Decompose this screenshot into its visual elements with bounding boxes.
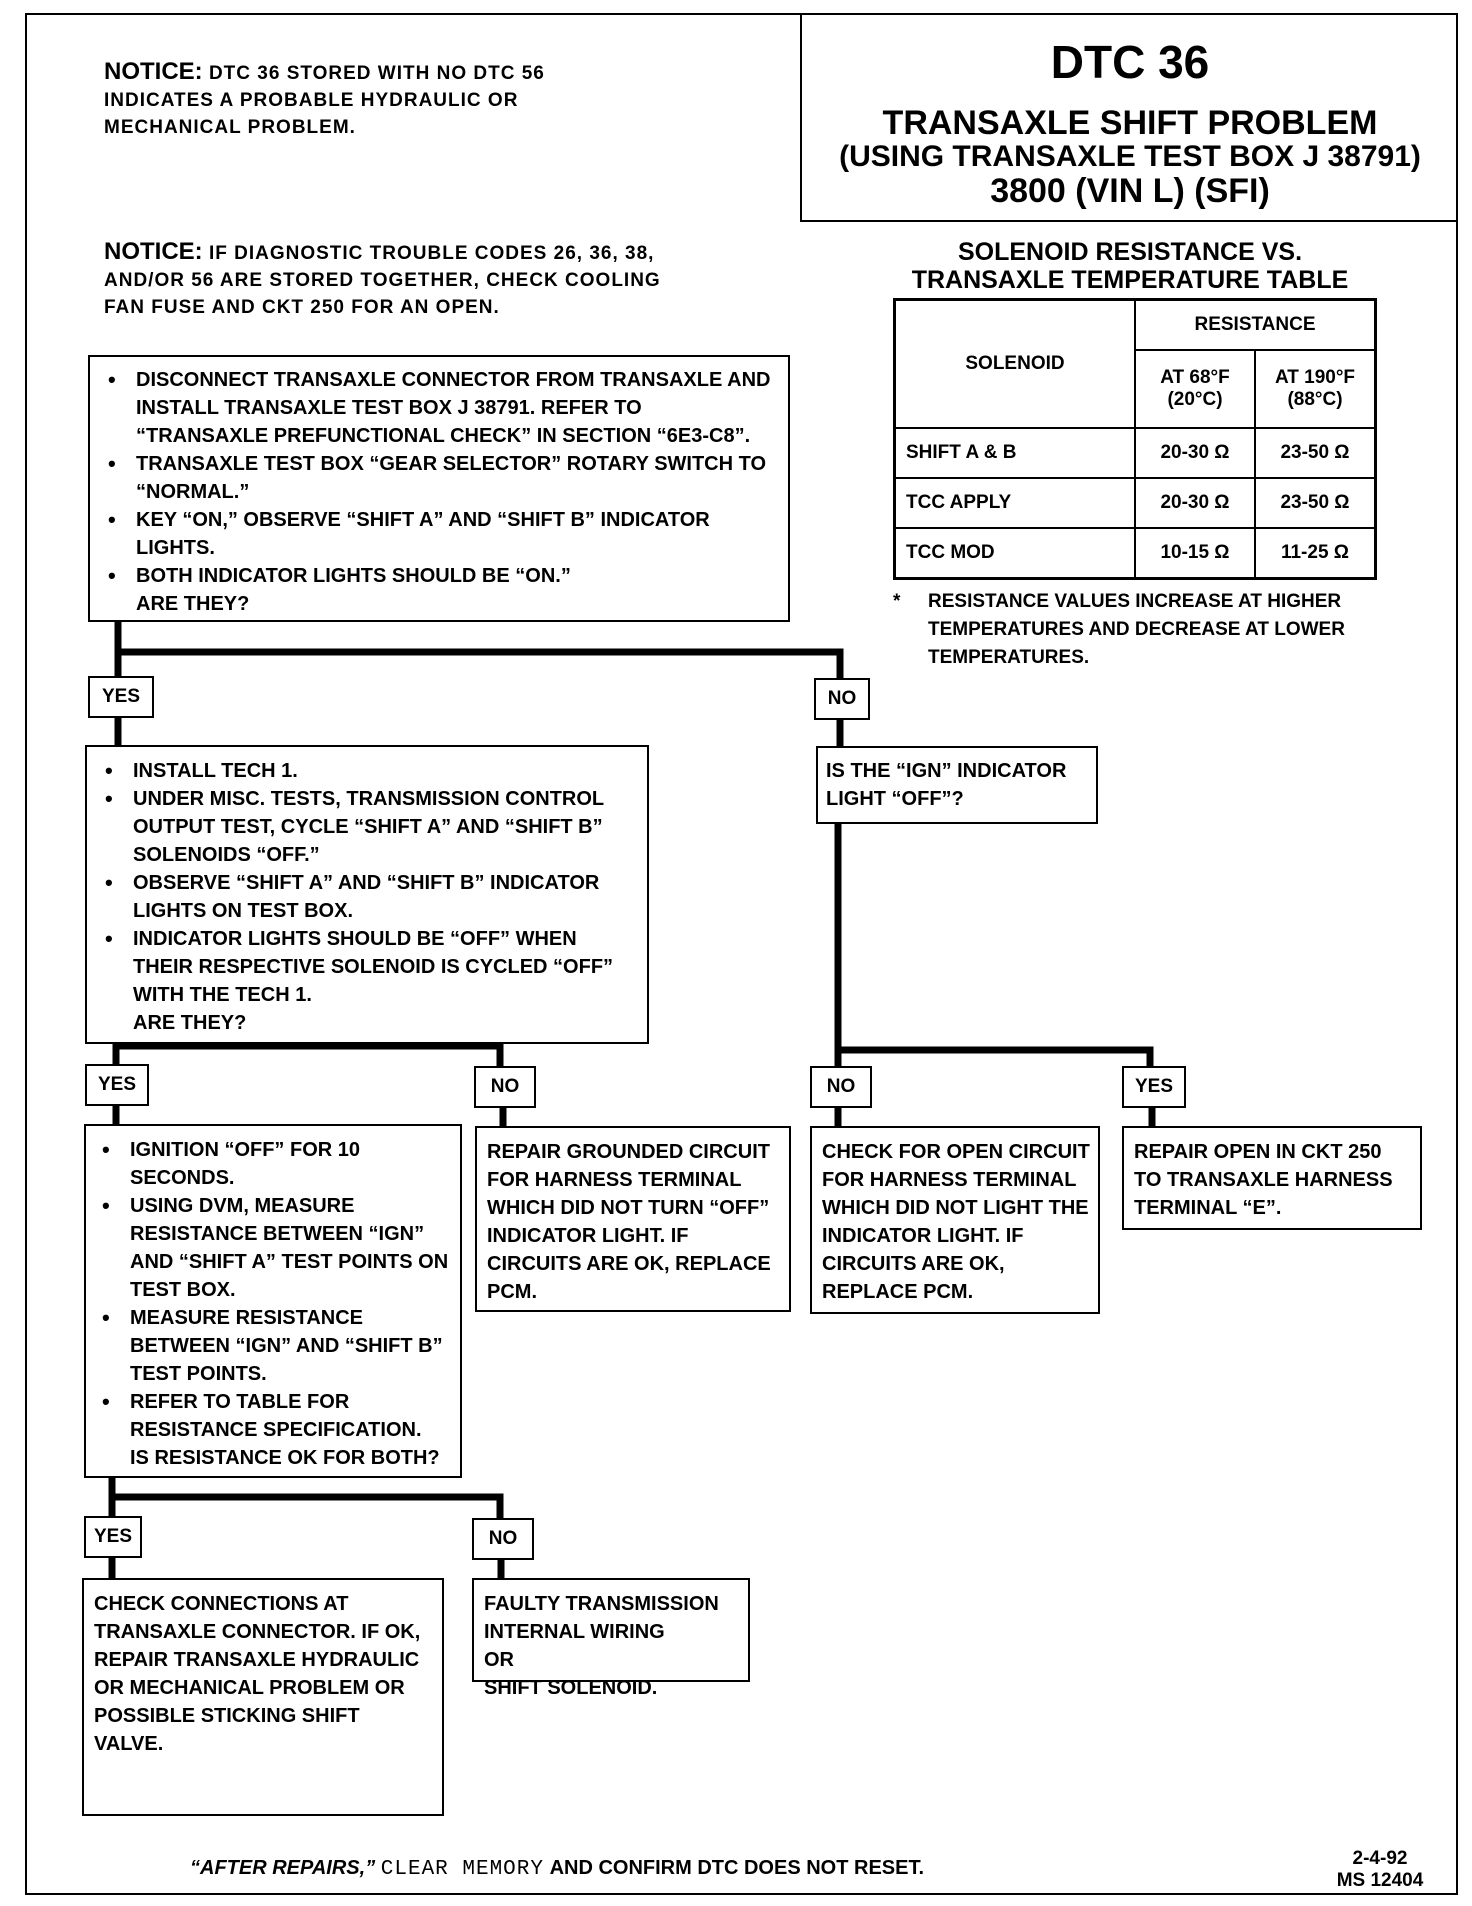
step2-no-label: NO [474,1066,536,1108]
chart-subtitle: (USING TRANSAXLE TEST BOX J 38791) [839,140,1421,174]
list-item: • KEY “ON,” OBSERVE “SHIFT A” AND “SHIFT B” INDICATOR LIGHTS. [98,506,778,562]
connector-step3-no [112,1497,500,1520]
header-at-68f-line1: AT 68°F [1160,367,1230,388]
repair-ckt250-box [1122,1126,1422,1230]
header-resistance: RESISTANCE [1135,300,1376,351]
step3-question: IS RESISTANCE OK FOR BOTH? [130,1447,440,1469]
footer-instruction [190,1856,924,1882]
step2-box [85,745,649,1044]
row-at-190f: 23-50 Ω [1255,478,1376,528]
repair-grounded-box [475,1126,791,1312]
notice-text: IF DIAGNOSTIC TROUBLE CODES 26, 36, 38, AND/OR 56 ARE STORED TOGETHER, CHECK COOLING FAN FUSE AND CKT 250 FOR AN OPEN. [104,243,661,318]
dtc-code: DTC 36 [1050,36,1210,88]
table-title-line-2: TRANSAXLE TEMPERATURE TABLE [911,266,1349,294]
step1-yes-label: YES [88,676,154,718]
header-at-190f-line2: (88°C) [1287,389,1343,410]
ign-yes-label: YES [1122,1066,1186,1108]
document-date: 2-4-92 [1352,1848,1408,1869]
repair-ckt250-text: REPAIR OPEN IN CKT 250 TO TRANSAXLE HARNESS TERMINAL “E”. [1134,1141,1393,1219]
footnote-text: RESISTANCE VALUES INCREASE AT HIGHER TEMPERATURES AND DECREASE AT LOWER TEMPERATURES. [928,591,1345,668]
confirm-text: AND CONFIRM DTC DOES NOT RESET. [549,1857,925,1879]
faulty-line-1: FAULTY TRANSMISSION [484,1593,719,1615]
check-open-box [810,1126,1100,1314]
notice-label: NOTICE: [104,238,203,265]
step3-box [84,1124,462,1478]
chart-title: TRANSAXLE SHIFT PROBLEM [882,103,1378,142]
clear-memory-text: CLEAR MEMORY [380,1858,544,1881]
list-item: • MEASURE RESISTANCE BETWEEN “IGN” AND “SHIFT B” TEST POINTS. [92,1304,452,1388]
list-item: • USING DVM, MEASURE RESISTANCE BETWEEN “IGN” AND “SHIFT A” TEST POINTS ON TEST BOX. [92,1192,452,1304]
faulty-wiring-box [472,1578,750,1699]
step1-question: ARE THEY? [136,593,250,615]
row-at-68f: 20-30 Ω [1135,478,1255,528]
row-at-68f: 20-30 Ω [1135,428,1255,478]
list-item: • OBSERVE “SHIFT A” AND “SHIFT B” INDICATOR LIGHTS ON TEST BOX. [95,869,637,925]
faulty-line-3: OR [484,1649,514,1671]
connector-ign-branches [838,822,1150,1068]
list-item: • TRANSAXLE TEST BOX “GEAR SELECTOR” ROTARY SWITCH TO “NORMAL.” [98,450,778,506]
step1-box [88,355,790,622]
list-item: • INDICATOR LIGHTS SHOULD BE “OFF” WHEN THEIR RESPECTIVE SOLENOID IS CYCLED “OFF” WITH THE TECH 1. [95,925,637,1009]
step3-yes-label: YES [84,1516,142,1558]
header-at-68f-line2: (20°C) [1167,389,1223,410]
repair-grounded-text: REPAIR GROUNDED CIRCUIT FOR HARNESS TERMINAL WHICH DID NOT TURN “OFF” INDICATOR LIGHT. IF CIRCUITS ARE OK, REPLACE PCM. [487,1141,771,1303]
step2-question: ARE THEY? [133,1012,247,1034]
step2-yes-label: YES [85,1064,149,1106]
list-item: • UNDER MISC. TESTS, TRANSMISSION CONTROL OUTPUT TEST, CYCLE “SHIFT A” AND “SHIFT B” SOLENOIDS “OFF.” [95,785,637,869]
row-at-190f: 23-50 Ω [1255,428,1376,478]
after-repairs-text: “AFTER REPAIRS,” [190,1857,376,1879]
step1-no-label: NO [814,678,870,720]
row-solenoid: TCC APPLY [895,478,1136,528]
engine-label: 3800 (VIN L) (SFI) [990,171,1270,210]
document-number: MS 12404 [1336,1870,1424,1891]
table-title-line-1: SOLENOID RESISTANCE VS. [957,238,1303,266]
list-item: • BOTH INDICATOR LIGHTS SHOULD BE “ON.” [98,562,778,590]
connector-step2-no [116,1046,500,1066]
document-id [1310,1848,1450,1892]
faulty-line-2: INTERNAL WIRING [484,1621,665,1643]
row-at-68f: 10-15 Ω [1135,528,1255,579]
check-connections-text: CHECK CONNECTIONS AT TRANSAXLE CONNECTOR. IF OK, REPAIR TRANSAXLE HYDRAULIC OR MECHANICAL PROBLEM OR POSSIBLE STICKING SHIFT VALVE. [94,1593,421,1755]
connector-step1-branches [118,620,840,680]
check-open-text: CHECK FOR OPEN CIRCUIT FOR HARNESS TERMINAL WHICH DID NOT LIGHT THE INDICATOR LIGHT. IF CIRCUITS ARE OK, REPLACE PCM. [822,1141,1090,1303]
notice-text: DTC 36 STORED WITH NO DTC 56 INDICATES A PROBABLE HYDRAULIC OR MECHANICAL PROBLEM. [104,63,545,138]
step3-no-label: NO [472,1518,534,1560]
notice-label: NOTICE: [104,58,203,85]
check-connections-box [82,1578,444,1816]
ign-question-text: IS THE “IGN” INDICATOR LIGHT “OFF”? [826,760,1067,810]
row-solenoid: TCC MOD [895,528,1136,579]
ign-question-box [816,746,1098,824]
footnote-asterisk: * [893,591,901,612]
list-item: • REFER TO TABLE FOR RESISTANCE SPECIFICATION. [92,1388,452,1444]
header-solenoid: SOLENOID [895,300,1136,429]
row-at-190f: 11-25 Ω [1255,528,1376,579]
faulty-line-4: SHIFT SOLENOID. [484,1677,658,1699]
list-item: • IGNITION “OFF” FOR 10 SECONDS. [92,1136,452,1192]
header-at-190f-line1: AT 190°F [1274,367,1356,388]
row-solenoid: SHIFT A & B [895,428,1136,478]
list-item: • INSTALL TECH 1. [95,757,637,785]
ign-no-label: NO [810,1066,872,1108]
list-item: • DISCONNECT TRANSAXLE CONNECTOR FROM TRANSAXLE AND INSTALL TRANSAXLE TEST BOX J 38791. REFER TO “TRANSAXLE PREFUNCTIONAL CHECK” IN SECTION “6E3-C8”. [98,366,778,450]
